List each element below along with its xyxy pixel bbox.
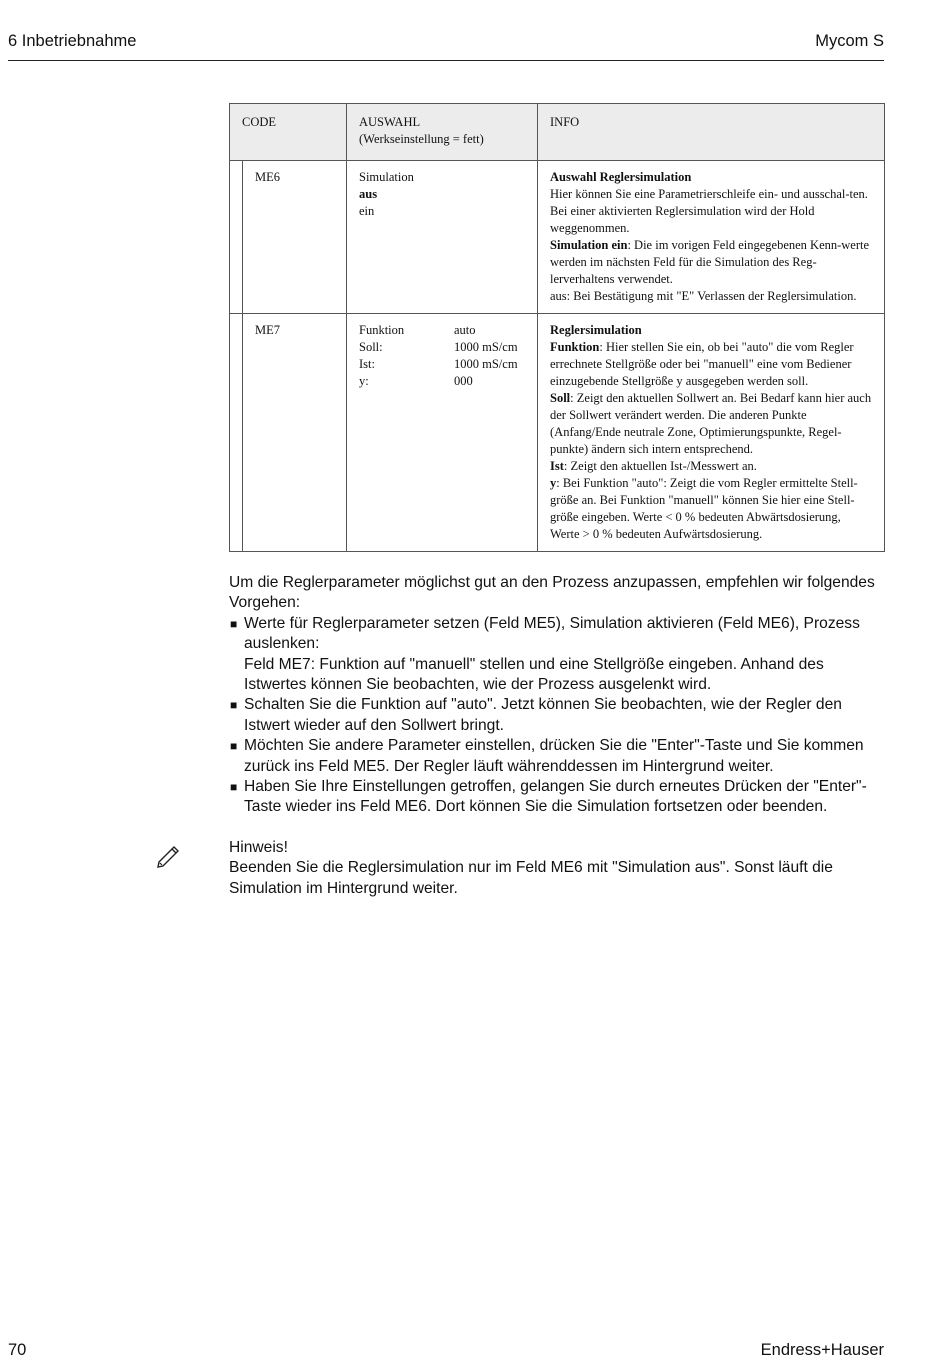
info-cell xyxy=(538,314,885,552)
list-item xyxy=(229,695,885,736)
info-y xyxy=(550,475,872,543)
bullet-2-text: Schalten Sie die Funktion auf "auto". Jetzt können Sie beobachten, wie der Regler den Istwert wieder auf den Sollwert bringt. xyxy=(244,696,842,734)
header-auswahl xyxy=(347,104,538,161)
pair-value-funktion: auto xyxy=(454,323,476,337)
option-aus-default: aus xyxy=(359,187,378,201)
pair-value-soll: 1000 mS/cm xyxy=(454,340,518,354)
header-code-label: CODE xyxy=(242,115,277,129)
list-item xyxy=(229,614,885,696)
table-row-me7 xyxy=(230,314,885,552)
table-row-me6 xyxy=(230,161,885,314)
code-me6: ME6 xyxy=(255,170,280,184)
auswahl-cell xyxy=(347,314,538,552)
code-cell xyxy=(243,314,347,552)
header-auswahl-sub: (Werkseinstellung = fett) xyxy=(359,132,484,146)
info-label-soll: Soll xyxy=(550,391,571,405)
bullet-square-icon: ■ xyxy=(230,698,238,713)
page-number: 70 xyxy=(8,1341,27,1359)
row-indent xyxy=(230,314,243,552)
info-soll xyxy=(550,390,872,458)
bullet-3-text: Möchten Sie andere Parameter einstellen, drücken Sie die "Enter"-Taste und Sie kommen zurück ins Feld ME5. Der Regler läuft währenddessen im Hintergrund weiter. xyxy=(244,737,864,775)
pencil-icon xyxy=(155,842,181,873)
header-info-label: INFO xyxy=(550,115,580,129)
bullet-1-text: Werte für Reglerparameter setzen (Feld ME5), Simulation aktivieren (Feld ME6), Prozess auslenken: xyxy=(244,614,860,653)
info-ist xyxy=(550,458,872,475)
product-name: Mycom S xyxy=(815,32,884,50)
note-title: Hinweis! xyxy=(229,839,288,856)
list-item xyxy=(229,736,885,777)
info-title-me7: Reglersimulation xyxy=(550,323,642,337)
bullet-4-text: Haben Sie Ihre Einstellungen getroffen, gelangen Sie durch erneutes Drücken der "Enter"-Taste wieder ins Feld ME6. Dort können Sie die Simulation fortsetzen oder beenden. xyxy=(244,778,867,816)
note-text: Beenden Sie die Reglersimulation nur im Feld ME6 mit "Simulation aus". Sonst läuft die Simulation im Hintergrund weiter. xyxy=(229,859,833,897)
procedure-section xyxy=(229,573,885,818)
bullet-square-icon: ■ xyxy=(230,780,238,795)
chapter-title: 6 Inbetriebnahme xyxy=(8,32,137,50)
info-cell xyxy=(538,161,885,314)
pair-label-funktion: Funktion xyxy=(359,323,405,337)
info-label-simulation-ein: Simulation ein xyxy=(550,238,628,252)
option-simulation: Simulation xyxy=(359,170,414,184)
info-label-funktion: Funktion xyxy=(550,340,600,354)
bullet-square-icon: ■ xyxy=(230,739,238,754)
auswahl-cell xyxy=(347,161,538,314)
info-desc-funktion: : Hier stellen Sie ein, ob bei "auto" die vom Regler errechnete Stellgröße oder bei "manuell" eine vom Bediener einzugebende Stellgröße y ausgegeben werden soll. xyxy=(550,340,854,388)
procedure-list xyxy=(229,614,885,818)
row-indent xyxy=(230,161,243,314)
parameter-table xyxy=(229,103,885,552)
pair-label-soll: Soll: xyxy=(359,340,383,354)
info-text-me6-3: aus: Bei Bestätigung mit "E" Verlassen der Reglersimulation. xyxy=(550,289,857,303)
pair-label-ist: Ist: xyxy=(359,357,375,371)
note-box xyxy=(229,838,885,899)
info-desc-soll: : Zeigt den aktuellen Sollwert an. Bei Bedarf kann hier auch der Sollwert verändert werden. Die anderen Punkte (Anfang/Ende neutrale Zone, Optimierungspunkte, Regel-punkte) ändern sich intern entsprechend. xyxy=(550,391,872,456)
table-header-row xyxy=(230,104,885,161)
info-funktion xyxy=(550,339,872,390)
pair-value-y: 000 xyxy=(454,374,473,388)
code-cell xyxy=(243,161,347,314)
info-label-y: y xyxy=(550,476,557,490)
pair-value-ist: 1000 mS/cm xyxy=(454,357,518,371)
info-text-me6-1: Hier können Sie eine Parametrierschleife ein- und ausschal-ten. Bei einer aktivierten Reglersimulation wird der Hold weggenommen. xyxy=(550,187,868,235)
info-label-ist: Ist xyxy=(550,459,564,473)
info-desc-ist: : Zeigt den aktuellen Ist-/Messwert an. xyxy=(563,459,757,473)
procedure-intro: Um die Reglerparameter möglichst gut an den Prozess anzupassen, empfehlen wir folgendes Vorgehen: xyxy=(229,574,875,612)
header-auswahl-label: AUSWAHL xyxy=(359,115,421,129)
code-me7: ME7 xyxy=(255,323,280,337)
info-desc-simulation-ein: : Die im vorigen Feld eingegebenen Kenn-werte werden im nächsten Feld für die Simulation des Reg-lerverhaltens verwendet. xyxy=(550,238,870,286)
bullet-1-detail: Feld ME7: Funktion auf "manuell" stellen und eine Stellgröße eingeben. Anhand des Istwertes können Sie beobachten, wie der Prozess ausgelenkt wird. xyxy=(244,655,824,694)
info-text-me6-2 xyxy=(550,237,872,288)
bullet-square-icon: ■ xyxy=(230,616,238,631)
auswahl-pairs xyxy=(359,322,525,390)
header-divider xyxy=(8,60,884,61)
option-ein: ein xyxy=(359,204,375,218)
pair-label-y: y: xyxy=(359,374,369,388)
brand-name: Endress+Hauser xyxy=(760,1341,884,1359)
header-info xyxy=(538,104,885,161)
pencil-icon-graphic xyxy=(155,842,181,868)
info-desc-y: : Bei Funktion "auto": Zeigt die vom Regler ermittelte Stell-größe an. Bei Funktion "manuell" können Sie hier eine Stell-größe eingeben. Werte < 0 % bedeuten Abwärtsdosierung, Werte > 0 % bedeuten Aufwärtsdosierung. xyxy=(550,476,858,541)
header-code xyxy=(230,104,347,161)
info-title-me6: Auswahl Reglersimulation xyxy=(550,170,692,184)
list-item xyxy=(229,777,885,818)
